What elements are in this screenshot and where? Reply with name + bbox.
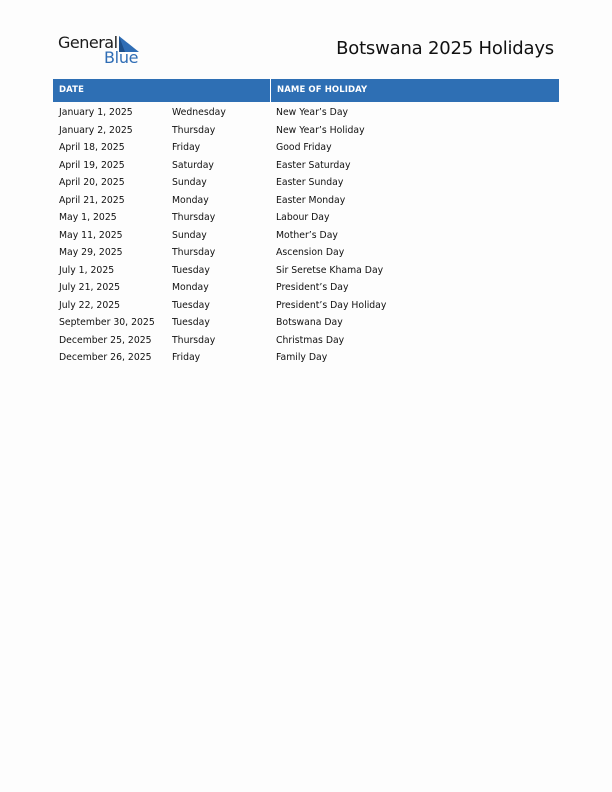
table-row: [53, 244, 559, 262]
holiday-weekday: Saturday: [172, 159, 214, 171]
holiday-weekday: Wednesday: [172, 107, 226, 119]
holiday-name: Botswana Day: [276, 317, 343, 329]
holiday-name: Christmas Day: [276, 334, 345, 346]
logo-word-blue: Blue: [104, 48, 139, 67]
holiday-name-column-header: NAME OF HOLIDAY: [277, 85, 368, 95]
holiday-date: May 29, 2025: [59, 247, 123, 259]
holiday-weekday: Monday: [172, 194, 209, 206]
holiday-name: Labour Day: [276, 212, 330, 224]
table-row: [53, 262, 559, 280]
table-row: [53, 314, 559, 332]
holiday-weekday: Monday: [172, 282, 209, 294]
table-row: [53, 192, 559, 210]
holiday-weekday: Friday: [172, 352, 201, 364]
holiday-date: January 1, 2025: [59, 107, 133, 119]
holiday-date: July 22, 2025: [59, 299, 121, 311]
table-row: [53, 157, 559, 175]
holiday-date: July 1, 2025: [59, 264, 115, 276]
holiday-date: September 30, 2025: [59, 317, 155, 329]
holiday-weekday: Tuesday: [172, 299, 210, 311]
holiday-name: New Year’s Holiday: [276, 124, 365, 136]
date-column-header: DATE: [53, 79, 271, 102]
table-header: [53, 79, 559, 102]
holiday-date: January 2, 2025: [59, 124, 133, 136]
holiday-date: December 26, 2025: [59, 352, 152, 364]
holiday-date: May 1, 2025: [59, 212, 117, 224]
table-body: [53, 102, 559, 367]
logo-word-general: General: [58, 33, 118, 52]
table-row: [53, 332, 559, 350]
holiday-name: Good Friday: [276, 142, 332, 154]
table-row: [53, 349, 559, 367]
holiday-name: President’s Day: [276, 282, 349, 294]
holiday-name: Ascension Day: [276, 247, 345, 259]
holiday-name: Sir Seretse Khama Day: [276, 264, 384, 276]
holiday-table: [53, 79, 559, 367]
holiday-weekday: Sunday: [172, 229, 207, 241]
table-row: [53, 227, 559, 245]
generalblue-logo: [58, 34, 148, 70]
table-row: [53, 104, 559, 122]
table-row: [53, 139, 559, 157]
holiday-name: President’s Day Holiday: [276, 299, 387, 311]
holiday-date: July 21, 2025: [59, 282, 121, 294]
table-row: [53, 174, 559, 192]
holiday-date: May 11, 2025: [59, 229, 123, 241]
holiday-date: April 20, 2025: [59, 177, 125, 189]
holiday-name: New Year’s Day: [276, 107, 349, 119]
holiday-name: Family Day: [276, 352, 328, 364]
holiday-name: Easter Monday: [276, 194, 346, 206]
table-row: [53, 122, 559, 140]
holiday-weekday: Sunday: [172, 177, 207, 189]
holiday-date: December 25, 2025: [59, 334, 152, 346]
holiday-weekday: Tuesday: [172, 264, 210, 276]
holiday-weekday: Tuesday: [172, 317, 210, 329]
table-row: [53, 297, 559, 315]
page-title: Botswana 2025 Holidays: [336, 38, 554, 59]
holiday-weekday: Thursday: [172, 124, 216, 136]
holiday-date: April 19, 2025: [59, 159, 125, 171]
holiday-weekday: Thursday: [172, 334, 216, 346]
holiday-date: April 18, 2025: [59, 142, 125, 154]
table-row: [53, 209, 559, 227]
table-row: [53, 279, 559, 297]
holiday-date: April 21, 2025: [59, 194, 125, 206]
holiday-name: Easter Sunday: [276, 177, 344, 189]
holiday-weekday: Thursday: [172, 212, 216, 224]
holiday-name: Mother’s Day: [276, 229, 338, 241]
holiday-weekday: Friday: [172, 142, 201, 154]
holiday-name: Easter Saturday: [276, 159, 351, 171]
holiday-weekday: Thursday: [172, 247, 216, 259]
